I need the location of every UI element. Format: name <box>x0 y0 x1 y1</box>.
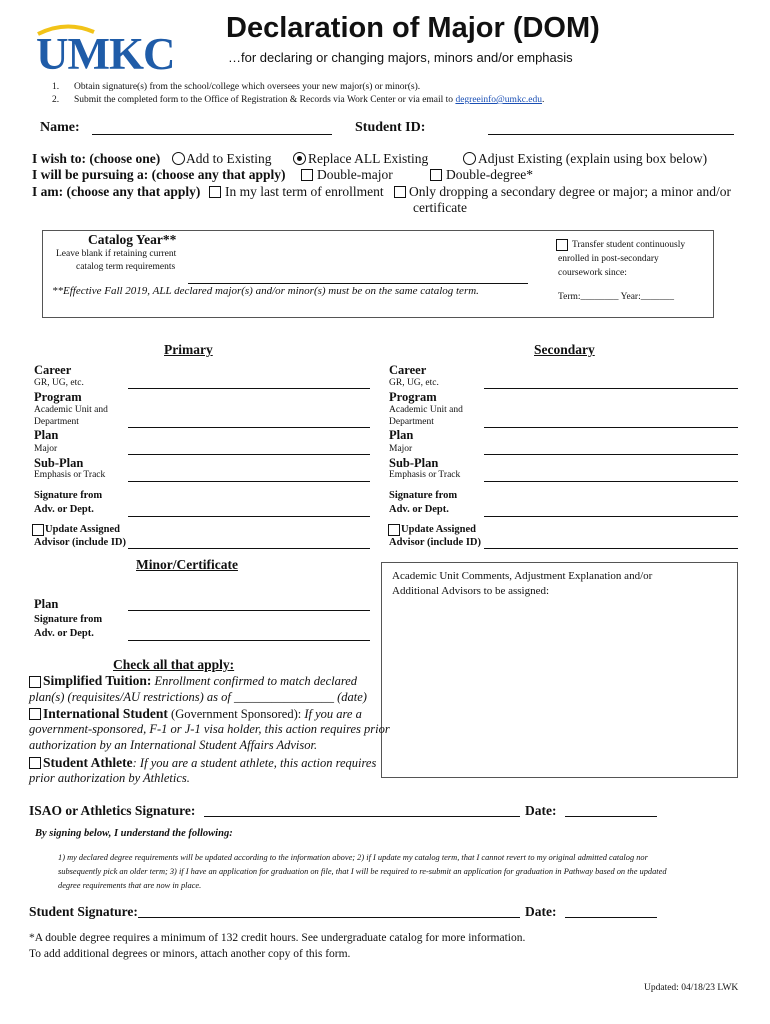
secondary-plan-label: Plan <box>389 428 414 442</box>
only-dropping-label-2: certificate <box>413 200 467 215</box>
adjust-existing-radio[interactable] <box>463 152 476 165</box>
only-dropping-label: Only dropping a secondary degree or major; a minor and/or <box>409 184 732 199</box>
secondary-program-field[interactable] <box>484 427 738 428</box>
double-degree-checkbox[interactable] <box>430 169 442 181</box>
international-student-line-3: authorization by an International Student Affairs Advisor. <box>29 738 318 752</box>
isao-date-field[interactable] <box>565 816 657 817</box>
primary-subplan-label: Sub-Plan <box>34 456 84 470</box>
minor-heading: Minor/Certificate <box>136 557 238 572</box>
umkc-logo <box>34 22 175 79</box>
minor-sig-label-2: Adv. or Dept. <box>34 628 94 639</box>
simplified-tuition-line-2: plan(s) (requisites/AU restrictions) as of ________________ (date) <box>29 690 367 704</box>
secondary-sig-label-2: Adv. or Dept. <box>389 504 449 515</box>
adjust-existing-label: Adjust Existing (explain using box below) <box>478 151 708 166</box>
student-date-label: Date: <box>525 904 557 919</box>
comments-label-1: Academic Unit Comments, Adjustment Explanation and/or <box>392 570 653 582</box>
primary-program-field[interactable] <box>128 427 370 428</box>
secondary-plan-field[interactable] <box>484 454 738 455</box>
primary-plan-field[interactable] <box>128 454 370 455</box>
transfer-label-3: coursework since: <box>558 268 627 278</box>
primary-program-label: Program <box>34 390 82 404</box>
name-label: Name: <box>40 120 80 135</box>
primary-signature-field[interactable] <box>128 516 370 517</box>
transfer-student-checkbox[interactable] <box>556 239 568 251</box>
primary-career-label: Career <box>34 363 72 377</box>
secondary-update-label-1: Update Assigned <box>401 524 476 535</box>
student-athlete-text: : If you are a student athlete, this action requires <box>132 756 377 770</box>
primary-subplan-hint: Emphasis or Track <box>34 470 106 480</box>
secondary-sig-label-1: Signature from <box>389 490 458 501</box>
secondary-plan-hint: Major <box>389 444 413 454</box>
replace-all-radio[interactable] <box>293 152 306 165</box>
secondary-subplan-label: Sub-Plan <box>389 456 439 470</box>
secondary-career-hint: GR, UG, etc. <box>389 378 439 388</box>
catalog-year-field[interactable] <box>188 283 528 284</box>
secondary-update-label-2: Advisor (include ID) <box>389 537 481 548</box>
check-all-heading: Check all that apply: <box>113 657 235 672</box>
student-id-field[interactable] <box>488 134 734 135</box>
secondary-program-label: Program <box>389 390 437 404</box>
minor-plan-label: Plan <box>34 597 59 611</box>
simplified-tuition-text: Enrollment confirmed to match declared <box>151 674 358 688</box>
student-athlete-checkbox[interactable] <box>29 757 41 769</box>
understand-line-3: degree requirements that are now in place. <box>58 881 202 890</box>
replace-all-label: Replace ALL Existing <box>308 151 429 166</box>
international-student-line-2: government-sponsored, F-1 or J-1 visa holder, this action requires prior <box>29 722 390 736</box>
transfer-label-1: Transfer student continuously <box>572 240 686 250</box>
pursuing-label: I will be pursuing a: (choose any that apply) <box>32 167 286 182</box>
secondary-program-hint-1: Academic Unit and <box>389 405 463 415</box>
secondary-signature-field[interactable] <box>484 516 738 517</box>
student-athlete-line-2: prior authorization by Athletics. <box>29 771 190 785</box>
footer-note-1: *A double degree requires a minimum of 132 credit hours. See undergraduate catalog for more information. <box>29 932 526 944</box>
instruction-2-text: Submit the completed form to the Office of Registration & Records via Work Center or via email to <box>74 95 456 105</box>
transfer-label-2: enrolled in post-secondary <box>558 254 659 264</box>
international-student-mid: (Government Sponsored): <box>167 707 305 721</box>
international-student-line-1 <box>43 706 362 722</box>
understand-heading: By signing below, I understand the following: <box>35 828 233 839</box>
understand-line-1: 1) my declared degree requirements will be updated according to the information above; 2) if I update my catalog term, that I cannot revert to my original admitted catalog nor <box>58 853 648 862</box>
iam-label: I am: (choose any that apply) <box>32 184 201 199</box>
double-major-label: Double-major <box>317 167 393 182</box>
primary-sig-label-1: Signature from <box>34 490 103 501</box>
secondary-career-label: Career <box>389 363 427 377</box>
secondary-subplan-field[interactable] <box>484 481 738 482</box>
logo-text: UMKC <box>36 29 175 79</box>
primary-plan-hint: Major <box>34 444 58 454</box>
student-date-field[interactable] <box>565 917 657 918</box>
comments-label-2: Additional Advisors to be assigned: <box>392 585 550 597</box>
instruction-1: Obtain signature(s) from the school/college which oversees your new major(s) or minor(s). <box>74 82 421 92</box>
primary-update-label-1: Update Assigned <box>45 524 120 535</box>
wish-label: I wish to: (choose one) <box>32 151 161 166</box>
last-term-checkbox[interactable] <box>209 186 221 198</box>
updated-date: Updated: 04/18/23 LWK <box>644 983 739 993</box>
secondary-program-hint-2: Department <box>389 417 434 427</box>
isao-date-label: Date: <box>525 803 557 818</box>
catalog-year-label: Catalog Year** <box>88 232 177 247</box>
student-signature-label: Student Signature: <box>29 904 138 919</box>
instruction-2-number: 2. <box>52 95 60 105</box>
simplified-tuition-line-1 <box>43 673 357 689</box>
understand-line-2: subsequently pick an older term; 3) if I have an application for graduation on file, that I will be required to re-submit an application for graduation in Pathway based on the updated <box>58 867 667 876</box>
catalog-hint-1: Leave blank if retaining current <box>56 249 177 259</box>
secondary-career-field[interactable] <box>484 388 738 389</box>
catalog-hint-2: catalog term requirements <box>76 262 176 272</box>
only-dropping-checkbox[interactable] <box>394 186 406 198</box>
double-major-checkbox[interactable] <box>301 169 313 181</box>
primary-career-field[interactable] <box>128 388 370 389</box>
term-year-field[interactable]: Term:________ Year:_______ <box>558 292 674 302</box>
page-subtitle: …for declaring or changing majors, minors and/or emphasis <box>228 50 573 65</box>
primary-program-hint-2: Department <box>34 417 79 427</box>
primary-update-label-2: Advisor (include ID) <box>34 537 126 548</box>
add-existing-label: Add to Existing <box>186 151 272 166</box>
add-existing-radio[interactable] <box>172 152 185 165</box>
primary-plan-label: Plan <box>34 428 59 442</box>
minor-signature-field[interactable] <box>128 640 370 641</box>
double-degree-label: Double-degree* <box>446 167 533 182</box>
last-term-label: In my last term of enrollment <box>225 184 384 199</box>
international-student-text: If you are a <box>304 707 362 721</box>
primary-subplan-field[interactable] <box>128 481 370 482</box>
minor-sig-label-1: Signature from <box>34 614 103 625</box>
primary-sig-label-2: Adv. or Dept. <box>34 504 94 515</box>
student-signature-field[interactable] <box>138 917 520 918</box>
student-athlete-line-1 <box>43 755 376 771</box>
instruction-1-number: 1. <box>52 82 60 92</box>
primary-career-hint: GR, UG, etc. <box>34 378 84 388</box>
primary-program-hint-1: Academic Unit and <box>34 405 108 415</box>
primary-heading: Primary <box>164 342 213 357</box>
primary-advisor-field[interactable] <box>128 548 370 549</box>
catalog-note: **Effective Fall 2019, ALL declared major(s) and/or minor(s) must be on the same catalog term. <box>52 285 479 297</box>
secondary-heading: Secondary <box>534 342 595 357</box>
instruction-2-end: . <box>542 95 545 105</box>
secondary-subplan-hint: Emphasis or Track <box>389 470 461 480</box>
secondary-advisor-field[interactable] <box>484 548 738 549</box>
email-link[interactable]: degreeinfo@umkc.edu <box>455 95 542 105</box>
simplified-tuition-label: Simplified Tuition: <box>43 673 152 688</box>
international-student-checkbox[interactable] <box>29 708 41 720</box>
instruction-2 <box>74 95 544 105</box>
isao-signature-label: ISAO or Athletics Signature: <box>29 803 196 818</box>
page-title: Declaration of Major (DOM) <box>226 12 600 44</box>
student-athlete-label: Student Athlete <box>43 755 133 770</box>
international-student-label: International Student <box>43 706 168 721</box>
simplified-tuition-checkbox[interactable] <box>29 676 41 688</box>
footer-note-2: To add additional degrees or minors, attach another copy of this form. <box>29 948 351 960</box>
isao-signature-field[interactable] <box>204 816 520 817</box>
name-field[interactable] <box>92 134 332 135</box>
student-id-label: Student ID: <box>355 120 426 135</box>
primary-update-advisor-checkbox[interactable] <box>32 524 44 536</box>
secondary-update-advisor-checkbox[interactable] <box>388 524 400 536</box>
minor-plan-field[interactable] <box>128 610 370 611</box>
